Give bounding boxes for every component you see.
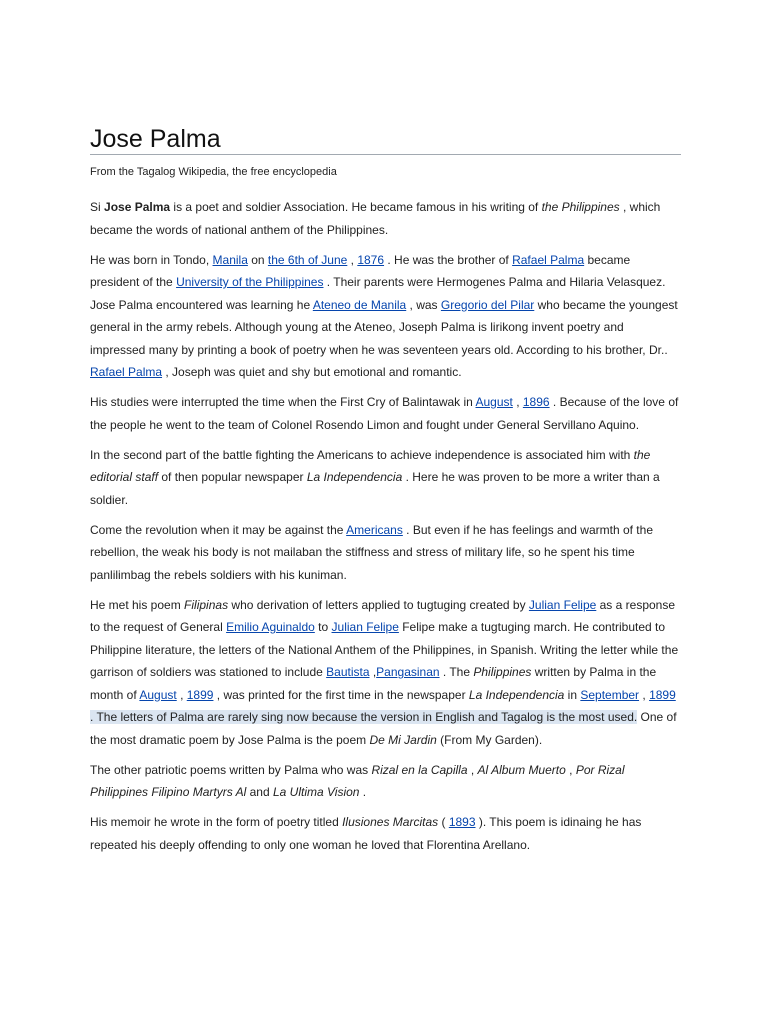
text-run: , bbox=[347, 252, 358, 267]
title-divider bbox=[90, 154, 681, 155]
italic-text: the Philippines bbox=[541, 200, 620, 214]
article-link[interactable]: 1896 bbox=[522, 395, 550, 409]
text-run: , which became the words of national anthem of the Philippines. bbox=[90, 200, 661, 237]
article-link[interactable]: Bautista bbox=[326, 665, 370, 679]
article-link[interactable]: Julian Felipe bbox=[528, 597, 597, 612]
text-run: (From My Garden). bbox=[436, 732, 543, 747]
text-run: He was born in Tondo, bbox=[90, 252, 213, 267]
paragraph bbox=[90, 444, 682, 512]
text-run: His memoir he wrote in the form of poetry titled bbox=[90, 815, 343, 829]
article-link[interactable]: 1893 bbox=[448, 815, 476, 829]
article-link[interactable]: Ateneo de Manila bbox=[312, 297, 407, 312]
highlighted-text: . The letters of Palma are rarely sing now because the version in English and Tagalog is the most used. bbox=[90, 710, 638, 724]
italic-text: La Ultima Vision bbox=[272, 785, 360, 799]
text-run: , bbox=[512, 395, 523, 409]
article-link[interactable]: Julian Felipe bbox=[331, 620, 399, 634]
article-link[interactable]: 1899 bbox=[649, 687, 676, 702]
paragraph bbox=[90, 811, 682, 856]
italic-text: Ilusiones Marcitas bbox=[342, 815, 439, 829]
text-run: Felipe make a tugtuging march. He contributed to Philippine literature, the letters of the National Anthem of the Philippines, in Spanish. Writing the letter while the garrison of soldiers was stationed to include bbox=[90, 620, 679, 679]
paragraph bbox=[90, 249, 682, 384]
text-run: . Because of the love of the people he went to the team of Colonel Rosendo Limon and fought under General Servillano Aquino. bbox=[90, 395, 679, 432]
text-run: is a poet and soldier Association. He became famous in his writing of bbox=[170, 200, 542, 214]
paragraph bbox=[90, 759, 682, 804]
paragraph bbox=[90, 196, 682, 241]
paragraph bbox=[90, 391, 682, 436]
italic-text: De Mi Jardin bbox=[369, 732, 437, 747]
text-run: became president of the bbox=[90, 252, 631, 289]
article-link[interactable]: Gregorio del Pilar bbox=[440, 297, 535, 312]
text-run: to bbox=[314, 620, 332, 634]
italic-text: the editorial staff bbox=[90, 447, 651, 484]
paragraph bbox=[90, 519, 682, 587]
article-link[interactable]: the 6th of June bbox=[267, 252, 348, 267]
article-link[interactable]: University of the Philippines bbox=[176, 275, 324, 289]
article-link[interactable]: September bbox=[580, 687, 640, 702]
text-run: , bbox=[176, 687, 187, 702]
text-run: He met his poem bbox=[90, 597, 185, 612]
text-run: The other patriotic poems written by Palma who was bbox=[90, 762, 372, 777]
italic-text: Al Album Muerto bbox=[477, 762, 566, 777]
text-run: . But even if he has feelings and warmth of the rebellion, the weak his body is not mailaban the stiffness and stress of military life, so he spent his time panlilimbag the rebels soldiers with his kuniman. bbox=[90, 522, 653, 582]
text-run: , bbox=[369, 665, 377, 679]
article-link[interactable]: 1876 bbox=[357, 252, 385, 267]
article-link[interactable]: Rafael Palma bbox=[512, 252, 585, 267]
text-run: , was printed for the first time in the newspaper bbox=[213, 687, 469, 702]
text-run: as a response to the request of General bbox=[90, 597, 676, 634]
paragraph bbox=[90, 594, 682, 752]
text-run: who became the youngest general in the army rebels. Although young at the Ateneo, Joseph Palma is lirikong invent poetry and impressed many by printing a book of poetry when he was seventeen years old. According to his brother, Dr.. bbox=[90, 297, 678, 357]
text-run: . Here he was proven to be more a writer than a soldier. bbox=[90, 470, 660, 507]
text-run: , bbox=[467, 762, 478, 777]
text-run: , bbox=[639, 687, 650, 702]
text-run: One of the most dramatic poem by Jose Palma is the poem bbox=[90, 710, 677, 747]
text-run: His studies were interrupted the time when the First Cry of Balintawak in bbox=[90, 395, 476, 409]
text-run: written by Palma in the month of bbox=[90, 665, 657, 702]
text-run: who derivation of letters applied to tugtuging created by bbox=[228, 597, 529, 612]
article-link[interactable]: Rafael Palma bbox=[90, 365, 163, 379]
text-run: in bbox=[564, 687, 581, 702]
text-run: , Joseph was quiet and shy but emotional and romantic. bbox=[162, 365, 462, 379]
italic-text: Rizal en la Capilla bbox=[371, 762, 468, 777]
italic-text: Por Rizal Philippines Filipino Martyrs Al bbox=[90, 762, 625, 799]
text-run: of then popular newspaper bbox=[158, 470, 307, 484]
text-run: . He was the brother of bbox=[384, 252, 513, 267]
text-run: . Their parents were Hermogenes Palma and Hilaria Velasquez. Jose Palma encountered was learning he bbox=[90, 275, 666, 312]
text-run: on bbox=[247, 252, 268, 267]
text-run: ( bbox=[438, 815, 449, 829]
article-link[interactable]: Pangasinan bbox=[376, 665, 440, 679]
text-run: ). This poem is idinaing he has repeated his deeply offending to only one woman he loved that Florentina Arellano. bbox=[90, 815, 642, 852]
text-run: and bbox=[246, 785, 273, 799]
italic-text: Filipinas bbox=[184, 597, 229, 612]
article-link[interactable]: Manila bbox=[212, 252, 248, 267]
italic-text: La Independencia bbox=[306, 470, 403, 484]
text-run: Come the revolution when it may be against the bbox=[90, 522, 347, 537]
article-link[interactable]: Emilio Aguinaldo bbox=[226, 620, 315, 634]
italic-text: La Independencia bbox=[468, 687, 565, 702]
text-run: Si bbox=[90, 200, 105, 214]
article-body bbox=[90, 196, 682, 864]
article-link[interactable]: August bbox=[475, 395, 513, 409]
page-subtitle: From the Tagalog Wikipedia, the free encyclopedia bbox=[90, 166, 337, 178]
text-run: , was bbox=[406, 297, 441, 312]
page-title: Jose Palma bbox=[90, 125, 221, 153]
text-run: , bbox=[565, 762, 576, 777]
bold-text: Jose Palma bbox=[104, 200, 171, 214]
article-link[interactable]: 1899 bbox=[186, 687, 214, 702]
article-link[interactable]: August bbox=[139, 687, 177, 702]
text-run: . The bbox=[439, 665, 474, 679]
article-link[interactable]: Americans bbox=[346, 522, 403, 537]
italic-text: Philippines bbox=[473, 665, 532, 679]
text-run: . bbox=[359, 785, 367, 799]
text-run: In the second part of the battle fighting the Americans to achieve independence is associated him with bbox=[90, 447, 634, 462]
